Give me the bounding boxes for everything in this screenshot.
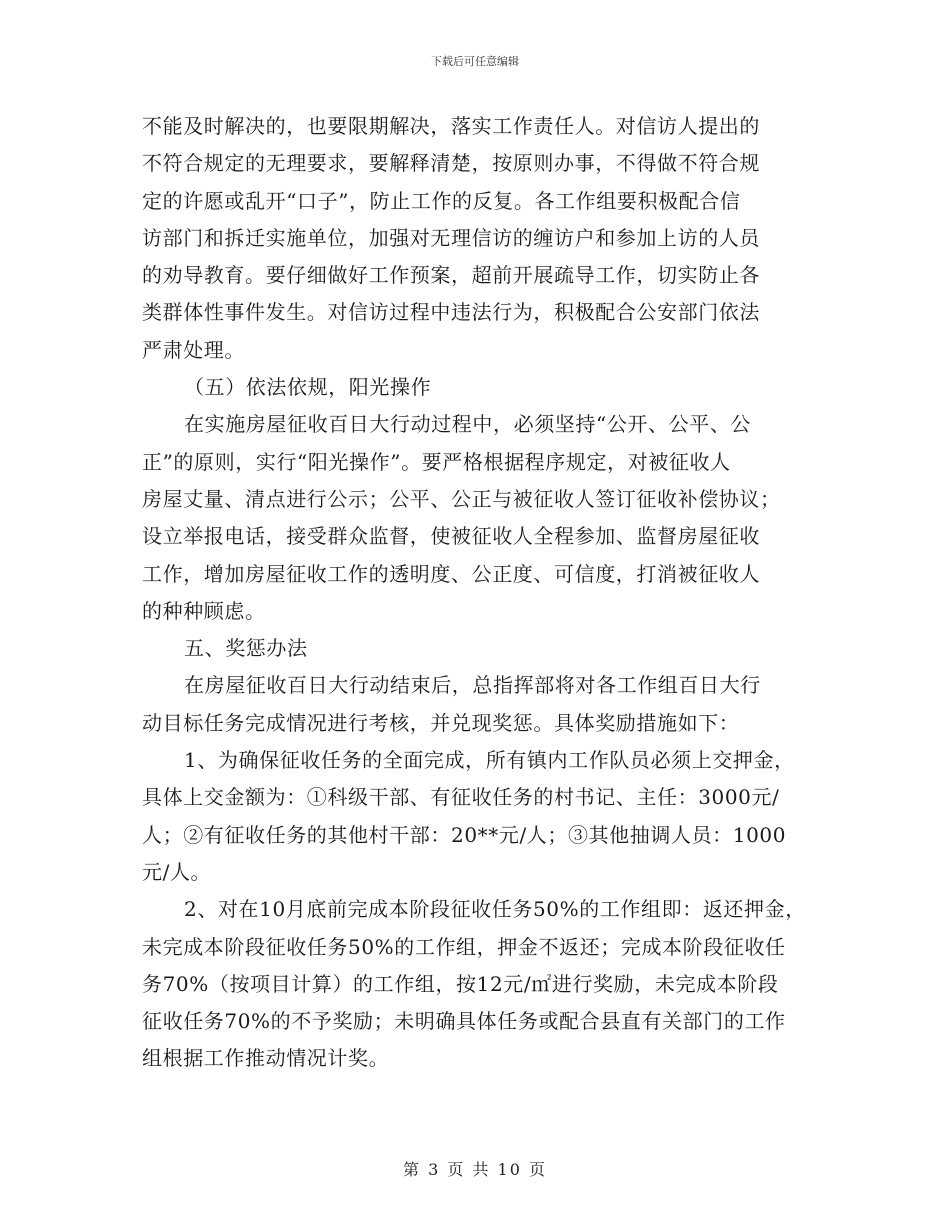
body-line: 1、为确保征收任务的全面完成，所有镇内工作队员必须上交押金，: [184, 748, 795, 773]
body-line: 房屋丈量、清点进行公示；公平、公正与被征收人签订征收补偿协议；: [142, 486, 781, 511]
body-line: 类群体性事件发生。对信访过程中违法行为，积极配合公安部门依法: [142, 300, 760, 325]
body-line: 严肃处理。: [142, 337, 245, 362]
body-line: 人；②有征收任务的其他村干部：20**元/人；③其他抽调人员：1000: [142, 822, 787, 847]
page-number: 第 3 页 共 10 页: [403, 1160, 547, 1179]
body-line: 工作，增加房屋征收工作的透明度、公正度、可信度，打消被征收人: [142, 561, 760, 586]
body-line: 在房屋征收百日大行动结束后，总指挥部将对各工作组百日大行: [184, 673, 761, 698]
body-line: 务70%（按项目计算）的工作组，按12元/㎡进行奖励，未完成本阶段: [142, 971, 779, 996]
document-body: [142, 108, 822, 1078]
body-line: 未完成本阶段征收任务50%的工作组，押金不返还；完成本阶段征收任: [142, 934, 786, 959]
body-line: 定的许愿或乱开“口子”，防止工作的反复。各工作组要积极配合信: [142, 188, 741, 213]
body-line: 设立举报电话，接受群众监督，使被征收人全程参加、监督房屋征收: [142, 524, 760, 549]
body-line: 动目标任务完成情况进行考核，并兑现奖惩。具体奖励措施如下：: [142, 710, 740, 735]
body-line: 的种种顾虑。: [142, 598, 266, 623]
body-line: 不符合规定的无理要求，要解释清楚，按原则办事，不得做不符合规: [142, 151, 760, 176]
body-line: 在实施房屋征收百日大行动过程中，必须坚持“公开、公平、公: [184, 412, 752, 437]
body-line: 访部门和拆迁实施单位，加强对无理信访的缠访户和参加上访的人员: [142, 225, 760, 250]
body-line: 正”的原则，实行“阳光操作”。要严格根据程序规定，对被征收人: [142, 449, 731, 474]
body-line: 的劝导教育。要仔细做好工作预案，超前开展疏导工作，切实防止各: [142, 263, 760, 288]
body-line: 征收任务70%的不予奖励；未明确具体任务或配合县直有关部门的工作: [142, 1009, 786, 1034]
body-line: 组根据工作推动情况计奖。: [142, 1046, 390, 1071]
header-note: 下载后可任意编辑: [431, 55, 519, 68]
body-line: 元/人。: [142, 859, 212, 884]
section-heading: （五）依法依规，阳光操作: [184, 375, 432, 400]
section-heading: 五、奖惩办法: [184, 636, 308, 661]
body-line: 2、对在10月底前完成本阶段征收任务50%的工作组即：返还押金，: [184, 897, 806, 922]
body-line: 具体上交金额为：①科级干部、有征收任务的村书记、主任：3000元/: [142, 785, 780, 810]
body-line: 不能及时解决的，也要限期解决，落实工作责任人。对信访人提出的: [142, 114, 760, 138]
